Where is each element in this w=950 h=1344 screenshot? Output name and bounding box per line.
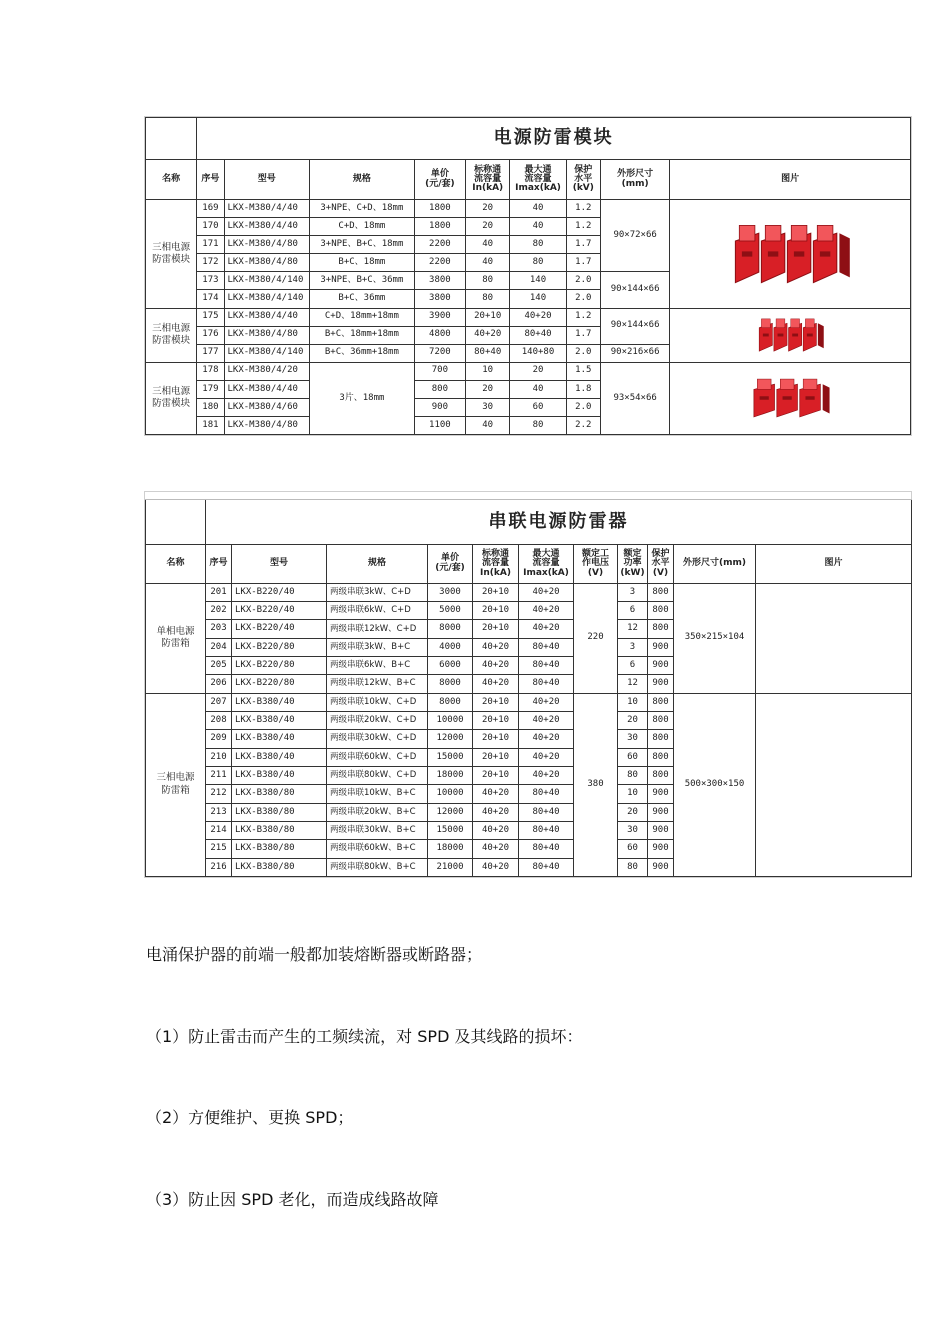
column-strip-cell [327,492,428,500]
table-title: 电源防雷模块 [197,118,911,160]
model-cell: LKX-M380/4/80 [224,236,310,254]
table-title: 串联电源防雷器 [206,500,912,545]
seq-cell: 203 [206,620,232,638]
up-cell: 900 [648,840,674,858]
power-cell: 6 [618,601,648,619]
picture-cell [670,362,911,434]
price-cell: 4000 [428,638,473,656]
header-imax: 最大通 流容量 Imax(kA) [510,160,566,200]
spec-cell: 两级串联12kW、C+D [327,620,428,638]
seq-cell: 205 [206,656,232,674]
size-cell: 90×144×66 [600,272,669,308]
power-cell: 20 [618,803,648,821]
paragraph-item-3: （3）防止因 SPD 老化，而造成线路故障 [146,1190,439,1209]
up-cell: 2.0 [566,272,600,290]
spec-cell: 3+NPE、C+D、18mm [310,200,415,218]
in-cell: 40 [466,236,510,254]
imax-cell: 40+20 [519,620,574,638]
up-cell: 1.2 [566,308,600,326]
price-cell: 12000 [428,730,473,748]
seq-cell: 206 [206,675,232,693]
model-cell: LKX-M380/4/20 [224,362,310,380]
group-name: 三相电源 防雷模块 [146,200,197,308]
power-cell: 30 [618,821,648,839]
up-cell: 2.0 [566,344,600,362]
spec-cell: B+C、18mm [310,254,415,272]
model-cell: LKX-B380/80 [232,785,327,803]
spec-cell: B+C、36mm+18mm [310,344,415,362]
spec-cell: 两级串联60kW、B+C [327,840,428,858]
spec-cell: B+C、18mm+18mm [310,326,415,344]
seq-cell: 169 [197,200,224,218]
imax-cell: 140+80 [510,344,566,362]
seq-cell: 179 [197,380,224,398]
in-cell: 20+10 [473,693,519,711]
imax-cell: 40+20 [510,308,566,326]
seq-cell: 177 [197,344,224,362]
header-in: 标称通 流容量 In(kA) [466,160,510,200]
price-cell: 6000 [428,656,473,674]
imax-cell: 80+40 [519,840,574,858]
group-name: 三相电源 防雷模块 [146,308,197,362]
imax-cell: 80 [510,236,566,254]
imax-cell: 40 [510,380,566,398]
in-cell: 20+10 [473,730,519,748]
header-seq: 序号 [197,160,224,200]
spec-cell: 两级串联6kW、B+C [327,656,428,674]
power-cell: 10 [618,785,648,803]
up-cell: 800 [648,730,674,748]
seq-cell: 174 [197,290,224,308]
imax-cell: 80+40 [519,858,574,876]
size-cell: 90×72×66 [600,200,669,272]
price-cell: 10000 [428,785,473,803]
spec-cell: B+C、36mm [310,290,415,308]
table-row [146,200,911,218]
power-cell: 30 [618,730,648,748]
price-cell: 3800 [414,272,465,290]
up-cell: 1.7 [566,254,600,272]
in-cell: 40+20 [473,675,519,693]
spec-cell: 两级串联30kW、C+D [327,730,428,748]
up-cell: 800 [648,583,674,601]
paragraph-intro: 电涌保护器的前端一般都加装熔断器或断路器； [146,945,483,964]
model-cell: LKX-B220/80 [232,656,327,674]
spd-module-image [747,366,833,430]
up-cell: 1.2 [566,200,600,218]
price-cell: 10000 [428,711,473,729]
header-size: 外形尺寸 (mm) [600,160,669,200]
column-strip-cell [232,492,327,500]
table-power-lightning-module [144,116,912,436]
spec-cell: 3片、18mm [310,362,415,434]
price-cell: 700 [414,362,465,380]
up-cell: 2.2 [566,416,600,434]
seq-cell: 215 [206,840,232,858]
up-cell: 800 [648,711,674,729]
table-series-lightning-box [144,491,912,878]
price-cell: 18000 [428,840,473,858]
imax-cell: 80+40 [519,675,574,693]
column-strip-cell [756,492,912,500]
in-cell: 10 [466,362,510,380]
price-cell: 7200 [414,344,465,362]
size-cell: 93×54×66 [600,362,669,434]
size-cell: 90×216×66 [600,344,669,362]
model-cell: LKX-M380/4/40 [224,380,310,398]
picture-cell [670,200,911,308]
spec-cell: 两级串联12kW、B+C [327,675,428,693]
seq-cell: 202 [206,601,232,619]
up-cell: 900 [648,656,674,674]
in-cell: 20+10 [466,308,510,326]
in-cell: 20 [466,380,510,398]
column-strip-cell [648,492,674,500]
model-cell: LKX-M380/4/80 [224,254,310,272]
group-name: 单相电源 防雷箱 [146,583,206,693]
module-table [145,117,911,435]
price-cell: 8000 [428,620,473,638]
up-cell: 1.8 [566,380,600,398]
imax-cell: 80+40 [510,326,566,344]
model-cell: LKX-B380/80 [232,840,327,858]
price-cell: 2200 [414,254,465,272]
imax-cell: 20 [510,362,566,380]
in-cell: 40+20 [473,638,519,656]
in-cell: 20+10 [473,711,519,729]
in-cell: 20+10 [473,766,519,784]
price-cell: 5000 [428,601,473,619]
imax-cell: 40+20 [519,693,574,711]
in-cell: 80 [466,272,510,290]
up-cell: 800 [648,601,674,619]
up-cell: 800 [648,748,674,766]
model-cell: LKX-B380/40 [232,748,327,766]
picture-cell [756,583,912,693]
model-cell: LKX-M380/4/80 [224,416,310,434]
spec-cell: 两级串联30kW、B+C [327,821,428,839]
header-price: 单价 (元/套) [428,544,473,583]
in-cell: 40+20 [473,821,519,839]
model-cell: LKX-M380/4/80 [224,326,310,344]
imax-cell: 80 [510,254,566,272]
header-imax: 最大通 流容量 Imax(kA) [519,544,574,583]
seq-cell: 171 [197,236,224,254]
group-name: 三相电源 防雷模块 [146,362,197,434]
column-strip-cell [674,492,756,500]
seq-cell: 210 [206,748,232,766]
power-cell: 6 [618,656,648,674]
model-cell: LKX-B220/80 [232,675,327,693]
price-cell: 3800 [414,290,465,308]
price-cell: 21000 [428,858,473,876]
in-cell: 80+40 [466,344,510,362]
imax-cell: 80+40 [519,638,574,656]
model-cell: LKX-B380/40 [232,711,327,729]
model-cell: LKX-B380/80 [232,821,327,839]
in-cell: 20+10 [473,620,519,638]
spec-cell: C+D、18mm [310,218,415,236]
imax-cell: 40+20 [519,730,574,748]
model-cell: LKX-B220/40 [232,601,327,619]
in-cell: 40+20 [473,803,519,821]
model-cell: LKX-M380/4/40 [224,218,310,236]
power-cell: 3 [618,638,648,656]
model-cell: LKX-B380/80 [232,858,327,876]
seq-cell: 213 [206,803,232,821]
spec-cell: 两级串联6kW、C+D [327,601,428,619]
title-row [146,118,911,160]
table-row [146,693,912,711]
seq-cell: 180 [197,398,224,416]
up-cell: 900 [648,675,674,693]
column-strip-cell [574,492,618,500]
size-cell: 90×144×66 [600,308,669,344]
group-name: 三相电源 防雷箱 [146,693,206,876]
power-cell: 80 [618,766,648,784]
price-cell: 1800 [414,200,465,218]
spec-cell: 两级串联3kW、C+D [327,583,428,601]
price-cell: 3000 [428,583,473,601]
spec-cell: 两级串联80kW、C+D [327,766,428,784]
header-size: 外形尺寸(mm) [674,544,756,583]
in-cell: 40 [466,416,510,434]
header-model: 型号 [224,160,310,200]
imax-cell: 80 [510,416,566,434]
header-power: 额定 功率 (kW) [618,544,648,583]
in-cell: 80 [466,290,510,308]
up-cell: 2.0 [566,290,600,308]
spec-cell: 3+NPE、B+C、18mm [310,236,415,254]
imax-cell: 80+40 [519,656,574,674]
spec-cell: 两级串联3kW、B+C [327,638,428,656]
spd-module-image [745,313,835,357]
seq-cell: 204 [206,638,232,656]
up-cell: 800 [648,693,674,711]
imax-cell: 80+40 [519,821,574,839]
in-cell: 40+20 [473,656,519,674]
spec-cell: 两级串联20kW、C+D [327,711,428,729]
model-cell: LKX-B380/80 [232,803,327,821]
power-cell: 60 [618,840,648,858]
price-cell: 2200 [414,236,465,254]
seq-cell: 176 [197,326,224,344]
corner-cell [146,118,197,160]
power-cell: 12 [618,675,648,693]
column-strip-cell [146,492,206,500]
imax-cell: 40 [510,200,566,218]
seq-cell: 178 [197,362,224,380]
up-cell: 1.2 [566,218,600,236]
model-cell: LKX-M380/4/140 [224,290,310,308]
in-cell: 30 [466,398,510,416]
header-voltage: 额定工 作电压 (V) [574,544,618,583]
up-cell: 900 [648,785,674,803]
in-cell: 20+10 [473,601,519,619]
imax-cell: 60 [510,398,566,416]
imax-cell: 40+20 [519,601,574,619]
model-cell: LKX-B380/40 [232,730,327,748]
table-row [146,583,912,601]
price-cell: 8000 [428,675,473,693]
price-cell: 15000 [428,748,473,766]
seq-cell: 181 [197,416,224,434]
voltage-cell: 220 [574,583,618,693]
in-cell: 40 [466,254,510,272]
model-cell: LKX-M380/4/140 [224,272,310,290]
header-spec: 规格 [310,160,415,200]
up-cell: 1.7 [566,326,600,344]
price-cell: 800 [414,380,465,398]
price-cell: 12000 [428,803,473,821]
up-cell: 900 [648,638,674,656]
table-row [146,362,911,380]
header-model: 型号 [232,544,327,583]
seq-cell: 209 [206,730,232,748]
up-cell: 900 [648,803,674,821]
imax-cell: 140 [510,272,566,290]
column-strip-cell [473,492,519,500]
header-up: 保护 水平 (V) [648,544,674,583]
header-up: 保护 水平 (kV) [566,160,600,200]
seq-cell: 214 [206,821,232,839]
seq-cell: 216 [206,858,232,876]
spec-cell: 两级串联60kW、C+D [327,748,428,766]
header-name: 名称 [146,160,197,200]
header-in: 标称通 流容量 In(kA) [473,544,519,583]
model-cell: LKX-M380/4/60 [224,398,310,416]
paragraph-item-1: （1）防止雷击而产生的工频续流，对 SPD 及其线路的损坏： [146,1027,583,1046]
column-strip-cell [618,492,648,500]
model-cell: LKX-B220/40 [232,620,327,638]
power-cell: 10 [618,693,648,711]
picture-cell [670,308,911,362]
power-cell: 60 [618,748,648,766]
up-cell: 900 [648,821,674,839]
in-cell: 20 [466,200,510,218]
seq-cell: 211 [206,766,232,784]
spec-cell: 3+NPE、B+C、36mm [310,272,415,290]
price-cell: 900 [414,398,465,416]
model-cell: LKX-B220/80 [232,638,327,656]
up-cell: 800 [648,766,674,784]
spec-cell: C+D、18mm+18mm [310,308,415,326]
title-row [146,500,912,545]
price-cell: 18000 [428,766,473,784]
header-row [146,544,912,583]
column-strip-cell [428,492,473,500]
imax-cell: 40+20 [519,766,574,784]
paragraph-item-2: （2）方便维护、更换 SPD； [146,1108,354,1127]
header-row [146,160,911,200]
spec-cell: 两级串联80kW、B+C [327,858,428,876]
model-cell: LKX-B220/40 [232,583,327,601]
power-cell: 20 [618,711,648,729]
spec-cell: 两级串联20kW、B+C [327,803,428,821]
header-seq: 序号 [206,544,232,583]
seq-cell: 201 [206,583,232,601]
in-cell: 20 [466,218,510,236]
price-cell: 8000 [428,693,473,711]
model-cell: LKX-B380/40 [232,766,327,784]
up-cell: 900 [648,858,674,876]
in-cell: 40+20 [466,326,510,344]
seq-cell: 173 [197,272,224,290]
corner-cell [146,500,206,545]
seq-cell: 212 [206,785,232,803]
spd-module-image [725,214,855,294]
imax-cell: 80+40 [519,803,574,821]
power-cell: 3 [618,583,648,601]
up-cell: 2.0 [566,398,600,416]
power-cell: 12 [618,620,648,638]
size-cell: 350×215×104 [674,583,756,693]
seq-cell: 170 [197,218,224,236]
spreadsheet-column-strip [146,492,912,500]
price-cell: 3900 [414,308,465,326]
seq-cell: 208 [206,711,232,729]
table-row [146,308,911,326]
model-cell: LKX-M380/4/40 [224,308,310,326]
in-cell: 20+10 [473,583,519,601]
spec-cell: 两级串联10kW、C+D [327,693,428,711]
size-cell: 500×300×150 [674,693,756,876]
series-table [145,492,912,877]
model-cell: LKX-M380/4/140 [224,344,310,362]
imax-cell: 40 [510,218,566,236]
model-cell: LKX-M380/4/40 [224,200,310,218]
in-cell: 20+10 [473,748,519,766]
model-cell: LKX-B380/40 [232,693,327,711]
seq-cell: 207 [206,693,232,711]
header-picture: 图片 [756,544,912,583]
up-cell: 1.5 [566,362,600,380]
picture-cell [756,693,912,876]
price-cell: 1800 [414,218,465,236]
imax-cell: 80+40 [519,785,574,803]
in-cell: 40+20 [473,785,519,803]
header-price: 单价 (元/套) [414,160,465,200]
seq-cell: 172 [197,254,224,272]
price-cell: 1100 [414,416,465,434]
imax-cell: 40+20 [519,748,574,766]
up-cell: 800 [648,620,674,638]
up-cell: 1.7 [566,236,600,254]
header-spec: 规格 [327,544,428,583]
seq-cell: 175 [197,308,224,326]
spec-cell: 两级串联10kW、B+C [327,785,428,803]
header-picture: 图片 [670,160,911,200]
price-cell: 4800 [414,326,465,344]
column-strip-cell [519,492,574,500]
imax-cell: 40+20 [519,583,574,601]
imax-cell: 40+20 [519,711,574,729]
header-name: 名称 [146,544,206,583]
column-strip-cell [206,492,232,500]
imax-cell: 140 [510,290,566,308]
in-cell: 40+20 [473,840,519,858]
in-cell: 40+20 [473,858,519,876]
price-cell: 15000 [428,821,473,839]
voltage-cell: 380 [574,693,618,876]
power-cell: 80 [618,858,648,876]
